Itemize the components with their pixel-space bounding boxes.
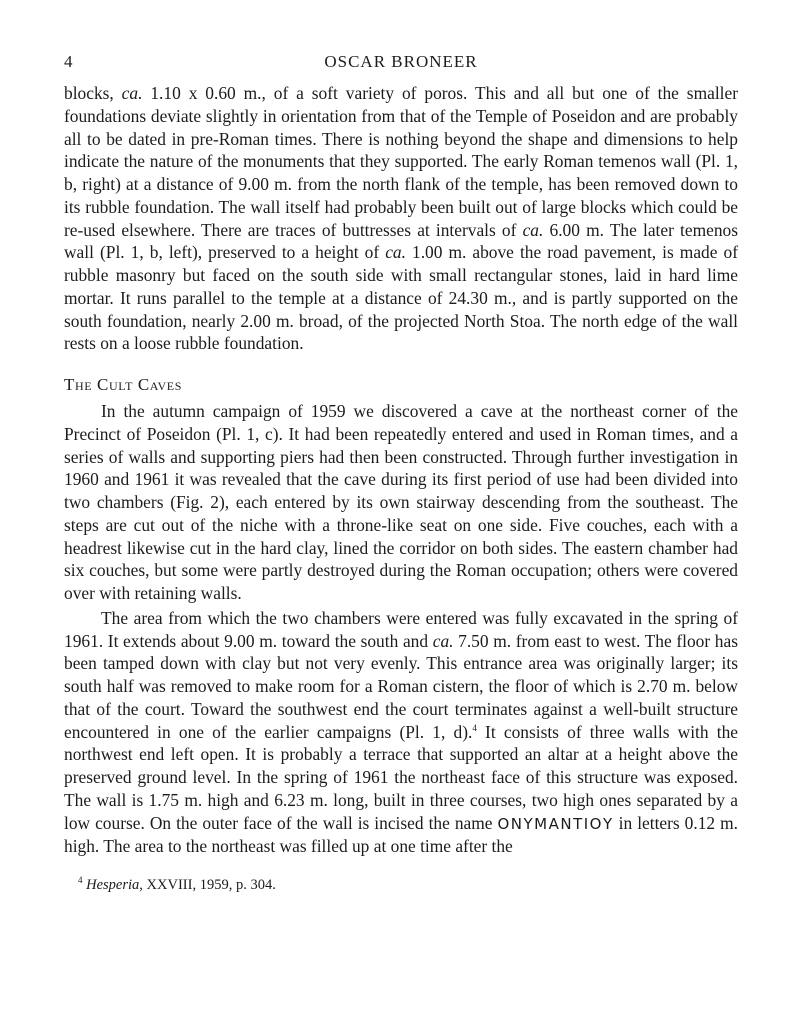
- footnote-journal: Hesperia: [86, 877, 140, 893]
- footnote-reference: 4: [472, 722, 477, 733]
- page-number: 4: [64, 52, 73, 71]
- section-heading: The Cult Caves: [64, 375, 182, 394]
- page-header: [64, 52, 738, 82]
- paragraph-2: In the autumn campaign of 1959 we discovered a cave at the northeast corner of the Precinct of Poseidon (Pl. 1, c). It had been repeatedly entered and used in Roman times, and a series of walls and supporting piers had then been constructed. Through further investigation in 1960 and 1961 it was revealed that the cave during its first period of use had been divided into two chambers (Fig. 2), each entered by its own stairway descending from the southeast. The steps are cut out of the niche with a throne-like seat on one side. Five couches, each with a headrest likewise cut in the hard clay, lined the corridor on both sides. The eastern chamber had six couches, but some were partly destroyed during the Roman occupation; others were covered over with retaining walls.: [64, 401, 738, 603]
- footnote: [64, 876, 738, 894]
- paragraph-1: blocks, ca. 1.10 x 0.60 m., of a soft variety of poros. This and all but one of the smaller foundations deviate slightly in orientation from that of the Temple of Poseidon and are probably all to be dated in pre-Roman times. There is nothing beyond the shape and dimensions to help indicate the nature of the monuments that they supported. The early Roman temenos wall (Pl. 1, b, right) at a distance of 9.00 m. from the north flank of the temple, has been removed down to its rubble foundation. The wall itself had probably been built out of large blocks which could be re-used elsewhere. There are traces of buttresses at intervals of ca. 6.00 m. The later temenos wall (Pl. 1, b, left), preserved to a height of ca. 1.00 m. above the road pavement, is made of rubble masonry but faced on the south side with small rectangular stones, laid in hard lime mortar. It runs parallel to the temple at a distance of 24.30 m., and is partly supported on the south foundation, nearly 2.00 m. broad, of the projected North Stoa. The north edge of the wall rests on a loose rubble foundation.: [64, 83, 738, 354]
- running-head: OSCAR BRONEER: [324, 52, 478, 71]
- greek-inscription: ΟΝΥΜΑΝΤΙΟΥ: [497, 814, 614, 833]
- page: [64, 52, 738, 894]
- footnote-citation: , XXVIII, 1959, p. 304.: [139, 877, 276, 893]
- footnote-number: 4: [78, 875, 83, 886]
- paragraph-3: The area from which the two chambers were entered was fully excavated in the spring of 1961. It extends about 9.00 m. toward the south and ca. 7.50 m. from east to west. The floor has been tamped down with clay but not very evenly. This entrance area was originally larger; its south half was removed to make room for a Roman cistern, the floor of which is 2.70 m. below that of the court. Toward the southwest end the court terminates against a well-built structure encountered in one of the earlier campaigns (Pl. 1, d).$^4$ It consists of three walls with the northwest end left open. It is probably a terrace that supported an altar at a height above the preserved ground level. In the spring of 1961 the northeast face of this structure was exposed. The wall is 1.75 m. high and 6.23 m. long, built in three courses, two high ones separated by a low course. On the outer face of the wall is incised the name ΟΝΥΜΑΝΤΙΟΥ in letters 0.12 m. high. The area to the northeast was filled up at one time after the: [64, 607, 739, 857]
